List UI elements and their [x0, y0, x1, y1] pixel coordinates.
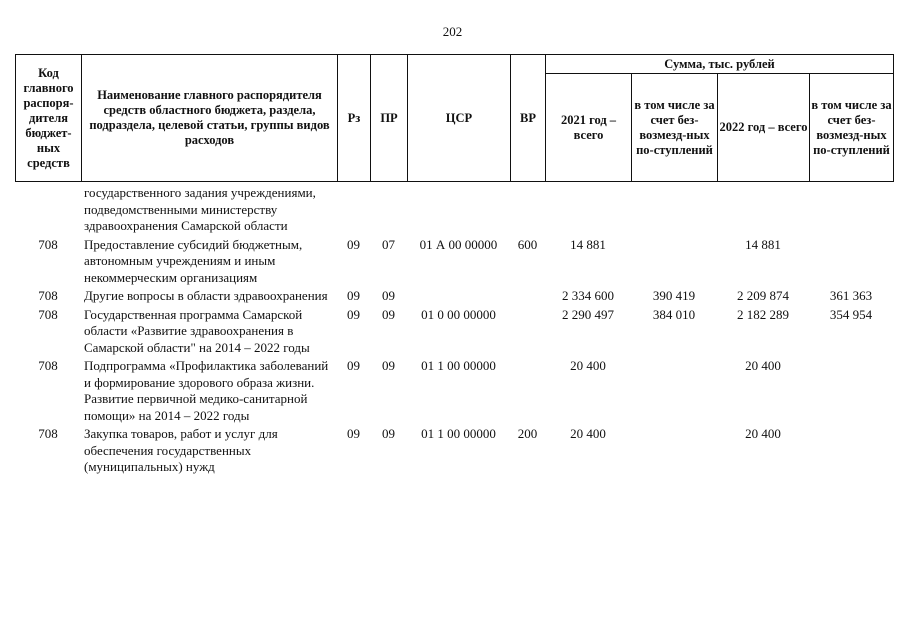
row-csr — [407, 185, 510, 235]
row-code: 708 — [38, 288, 58, 303]
table-row — [15, 288, 893, 305]
page-number: 202 — [442, 24, 463, 39]
row-2022-free: 354 954 — [829, 306, 873, 322]
row-name: Предоставление субсидий бюджетным, автономным учреждениям и иным некоммерческим организациям — [84, 236, 303, 285]
row-name: Другие вопросы в области здравоохранения — [84, 288, 328, 303]
row-vr — [510, 185, 545, 235]
header-name: Наименование главного распорядителя средств областного бюджета, раздела, подраздела, целевой статьи, группы видов расходов — [82, 55, 338, 182]
row-2021-free — [631, 358, 717, 424]
row-csr: 01 1 00 00000 — [421, 358, 496, 373]
header-vr: ВР — [511, 55, 546, 182]
row-2021-total: 2 334 600 — [562, 288, 614, 303]
row-2021-free — [631, 237, 717, 287]
header-pr: ПР — [371, 55, 408, 182]
row-2022-free — [809, 237, 893, 287]
table-body — [15, 185, 893, 476]
table-row — [15, 307, 893, 357]
row-code — [15, 185, 81, 235]
header-csr: ЦСР — [408, 55, 511, 182]
row-2021-free — [631, 426, 717, 476]
row-code: 708 — [38, 426, 58, 441]
header-2021-total: 2021 год – всего — [546, 74, 632, 182]
row-2021-total: 14 881 — [570, 236, 606, 252]
row-rz — [337, 185, 370, 235]
row-code: 708 — [38, 306, 58, 322]
row-2021-total: 20 400 — [570, 426, 606, 441]
row-pr: 09 — [382, 306, 395, 322]
row-pr: 09 — [382, 358, 395, 373]
row-vr — [510, 358, 545, 424]
row-vr: 200 — [517, 426, 538, 441]
row-vr — [510, 307, 545, 357]
table-row — [15, 185, 893, 235]
row-2021-total — [545, 185, 631, 235]
table-row — [15, 358, 893, 424]
row-code: 708 — [38, 358, 58, 373]
header-code: Код главного распоря-дителя бюджет-ных средств — [16, 55, 82, 182]
row-name: Подпрограмма «Профилактика заболеваний и формирование здорового образа жизни. Развитие первичной медико-санитарной помощи» на 2014 – 2022 годы — [84, 358, 329, 423]
header-rz: Рз — [338, 55, 371, 182]
row-vr: 600 — [517, 236, 538, 252]
row-vr — [510, 288, 545, 305]
row-2022-free: 361 363 — [829, 288, 873, 303]
row-2022-free — [809, 358, 893, 424]
row-2021-free: 390 419 — [652, 288, 696, 303]
row-2022-total: 20 400 — [745, 426, 781, 441]
row-rz: 09 — [347, 288, 360, 303]
row-csr — [407, 288, 510, 305]
row-2021-free — [631, 185, 717, 235]
row-rz: 09 — [347, 426, 360, 441]
header-sum: Сумма, тыс. рублей — [546, 55, 894, 74]
row-csr: 01 1 00 00000 — [421, 426, 496, 441]
table-header — [15, 54, 894, 182]
row-csr: 01 А 00 00000 — [419, 236, 498, 252]
row-pr: 09 — [382, 426, 395, 441]
row-pr: 07 — [382, 236, 395, 252]
row-pr — [370, 185, 407, 235]
row-name: государственного задания учреждениями, подведомственными министерству здравоохранения Самарской области — [84, 185, 316, 233]
header-2022-free: в том числе за счет без-возмезд-ных по-ступлений — [810, 74, 894, 182]
row-2022-total: 2 209 874 — [737, 288, 789, 303]
row-rz: 09 — [347, 358, 360, 373]
row-2021-free: 384 010 — [652, 306, 696, 322]
row-2022-free — [809, 426, 893, 476]
row-code: 708 — [38, 236, 58, 252]
row-pr: 09 — [382, 288, 395, 303]
header-2021-free: в том числе за счет без-возмезд-ных по-ступлений — [632, 74, 718, 182]
row-2022-total — [717, 185, 809, 235]
row-2022-total: 20 400 — [745, 358, 781, 373]
row-rz: 09 — [347, 236, 360, 252]
header-2022-total: 2022 год – всего — [718, 74, 810, 182]
row-2022-total: 14 881 — [745, 236, 781, 252]
table-row — [15, 426, 893, 476]
row-2021-total: 2 290 497 — [562, 306, 614, 322]
row-name: Закупка товаров, работ и услуг для обеспечения государственных (муниципальных) нужд — [84, 426, 278, 474]
row-csr: 01 0 00 00000 — [421, 306, 496, 322]
row-rz: 09 — [347, 306, 360, 322]
row-2021-total: 20 400 — [570, 358, 606, 373]
row-2022-total: 2 182 289 — [737, 306, 789, 322]
row-name: Государственная программа Самарской области «Развитие здравоохранения в Самарской области" на 2014 – 2022 годы — [84, 306, 310, 355]
row-2022-free — [809, 185, 893, 235]
table-row — [15, 237, 893, 287]
